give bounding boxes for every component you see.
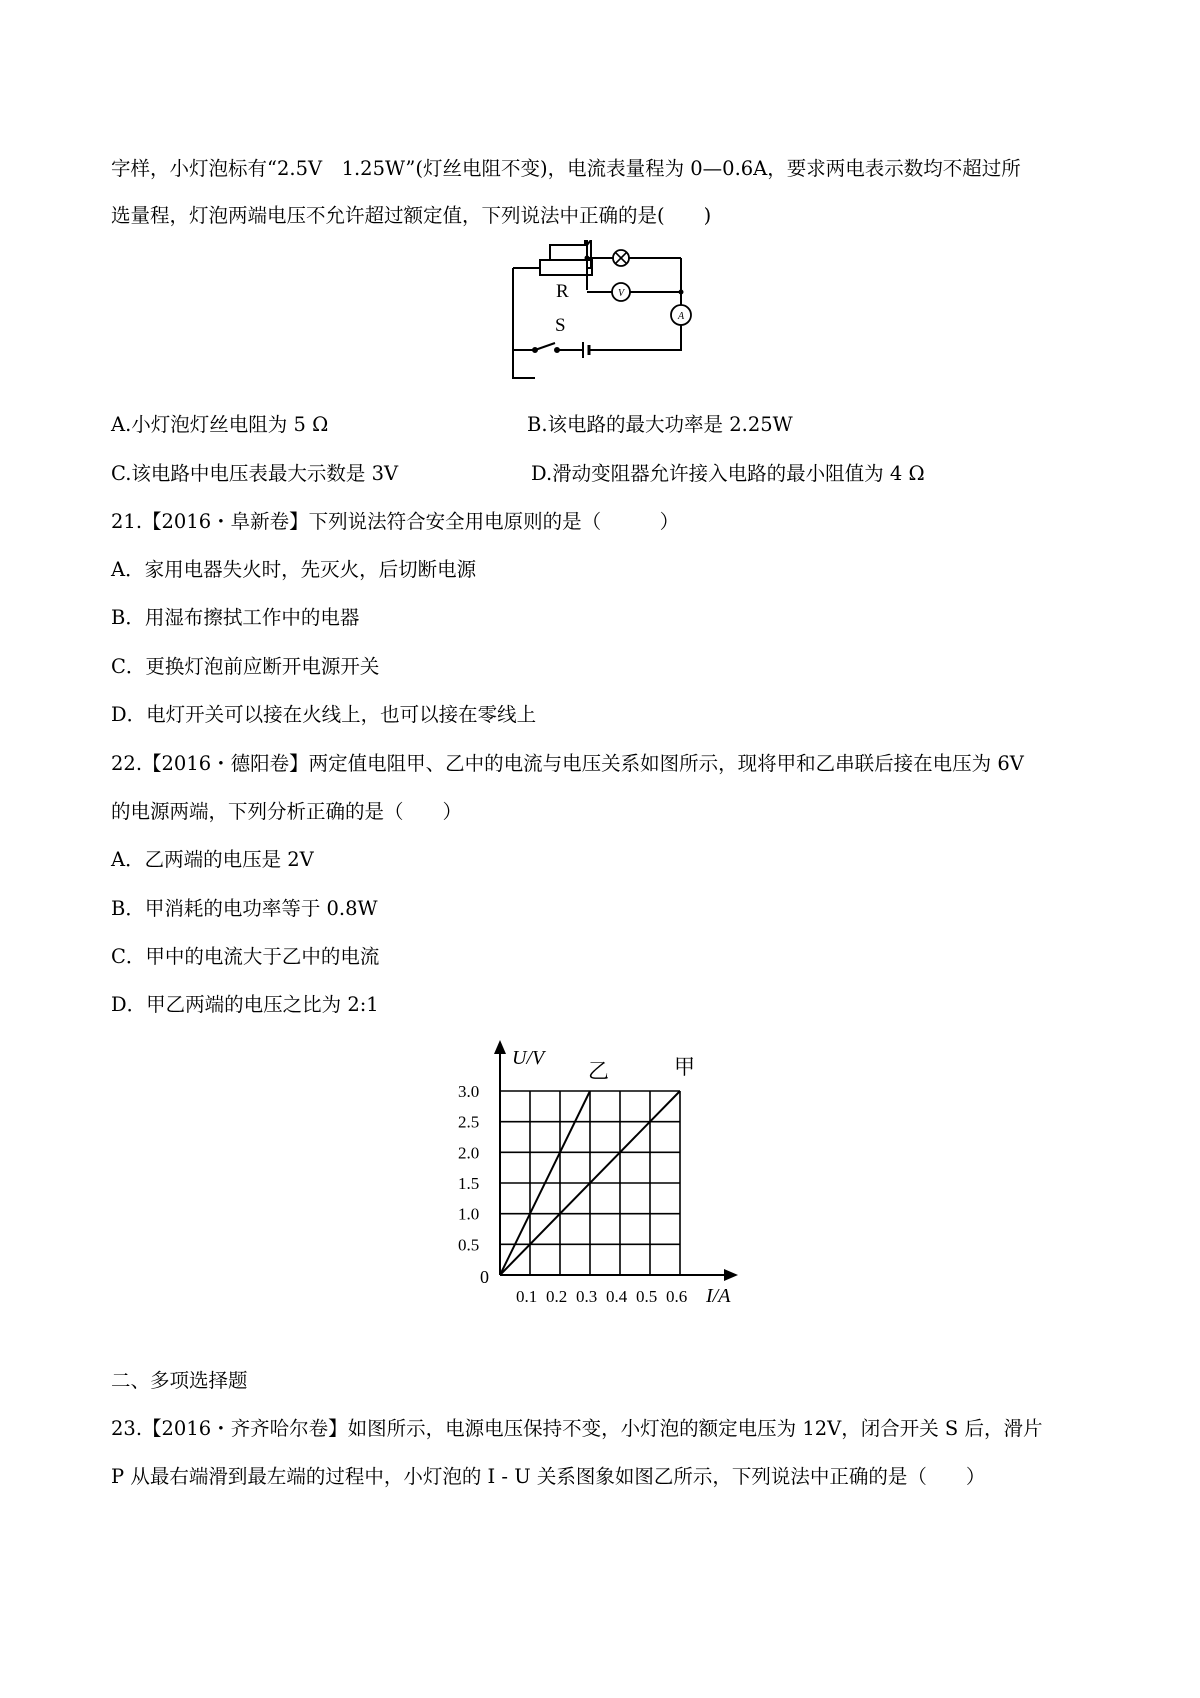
q22-stem-line-2: 的电源两端，下列分析正确的是（ ）: [111, 800, 463, 823]
q20-stem-line-1: 字样，小灯泡标有“2.5V 1.25W”(灯丝电阻不变)，电流表量程为 0—0.6A，要求两电表示数均不超过所: [111, 157, 1021, 180]
q20-option-b: B.该电路的最大功率是 2.25W: [527, 413, 793, 436]
series-label-jia: 甲: [674, 1055, 695, 1079]
q22-option-d: D．甲乙两端的电压之比为 2:1: [111, 993, 379, 1016]
ammeter-label: A: [677, 311, 685, 322]
q22-stem-line-1: 22.【2016・德阳卷】两定值电阻甲、乙中的电流与电压关系如图所示，现将甲和乙串联后接在电压为 6V: [111, 752, 1024, 775]
x-tick-label: 0.1: [516, 1287, 538, 1306]
voltmeter-label: V: [617, 288, 625, 299]
switch-icon: [533, 343, 583, 352]
ammeter-icon: [671, 305, 691, 325]
voltmeter-icon: [612, 283, 630, 301]
section-heading-multiple-choice: 二、多项选择题: [111, 1369, 248, 1392]
q20-circuit-diagram: [505, 240, 725, 380]
x-tick-label: 0.5: [636, 1287, 658, 1306]
y-tick-label: 2.5: [458, 1112, 480, 1132]
q21-stem: 21.【2016・阜新卷】下列说法符合安全用电原则的是（ ）: [111, 510, 680, 533]
y-tick-label: 1.0: [458, 1204, 480, 1224]
switch-label: S: [555, 315, 566, 336]
series-label-yi: 乙: [588, 1059, 609, 1083]
q21-option-d: D．电灯开关可以接在火线上，也可以接在零线上: [111, 703, 537, 726]
battery-icon: [583, 342, 613, 358]
q21-option-b: B．用湿布擦拭工作中的电器: [111, 606, 360, 629]
q22-option-c: C．甲中的电流大于乙中的电流: [111, 945, 380, 968]
q21-option-c: C．更换灯泡前应断开电源开关: [111, 655, 380, 678]
q20-stem-line-2: 选量程，灯泡两端电压不允许超过额定值，下列说法中正确的是( ): [111, 204, 712, 227]
q22-option-a: A．乙两端的电压是 2V: [111, 848, 314, 871]
y-tick-label: 3.0: [458, 1082, 480, 1101]
q20-option-d: D.滑动变阻器允许接入电路的最小阻值为 4 Ω: [531, 462, 925, 485]
y-tick-label: 2.0: [458, 1143, 480, 1163]
x-tick-label: 0.6: [666, 1287, 688, 1306]
q22-u-i-chart: [440, 1040, 760, 1310]
lamp-icon: [613, 250, 629, 266]
rheostat-resistor: [540, 260, 592, 275]
q21-option-a: A．家用电器失火时，先灭火，后切断电源: [111, 558, 477, 581]
y-axis-label: U/V: [512, 1047, 545, 1069]
q22-option-b: B．甲消耗的电功率等于 0.8W: [111, 897, 378, 920]
y-tick-label: 0.5: [458, 1235, 480, 1255]
x-tick-label: 0.4: [606, 1287, 628, 1306]
q23-stem-line-2: P 从最右端滑到最左端的过程中，小灯泡的 I - U 关系图象如图乙所示，下列说法中正确的是（ ）: [111, 1465, 986, 1488]
x-tick-label: 0.3: [576, 1287, 598, 1306]
x-axis-arrow-icon: [724, 1269, 738, 1281]
y-tick-label: 1.5: [458, 1174, 480, 1193]
rheostat-label: R: [556, 281, 569, 302]
y-axis-arrow-icon: [494, 1040, 506, 1054]
x-axis-label: I/A: [706, 1285, 731, 1307]
q20-option-a: A.小灯泡灯丝电阻为 5 Ω: [111, 413, 329, 436]
q23-stem-line-1: 23.【2016・齐齐哈尔卷】如图所示，电源电压保持不变，小灯泡的额定电压为 12V，闭合开关 S 后，滑片: [111, 1417, 1043, 1440]
origin-label: 0: [480, 1267, 489, 1287]
x-tick-label: 0.2: [546, 1287, 568, 1306]
q20-option-c: C.该电路中电压表最大示数是 3V: [111, 462, 399, 485]
